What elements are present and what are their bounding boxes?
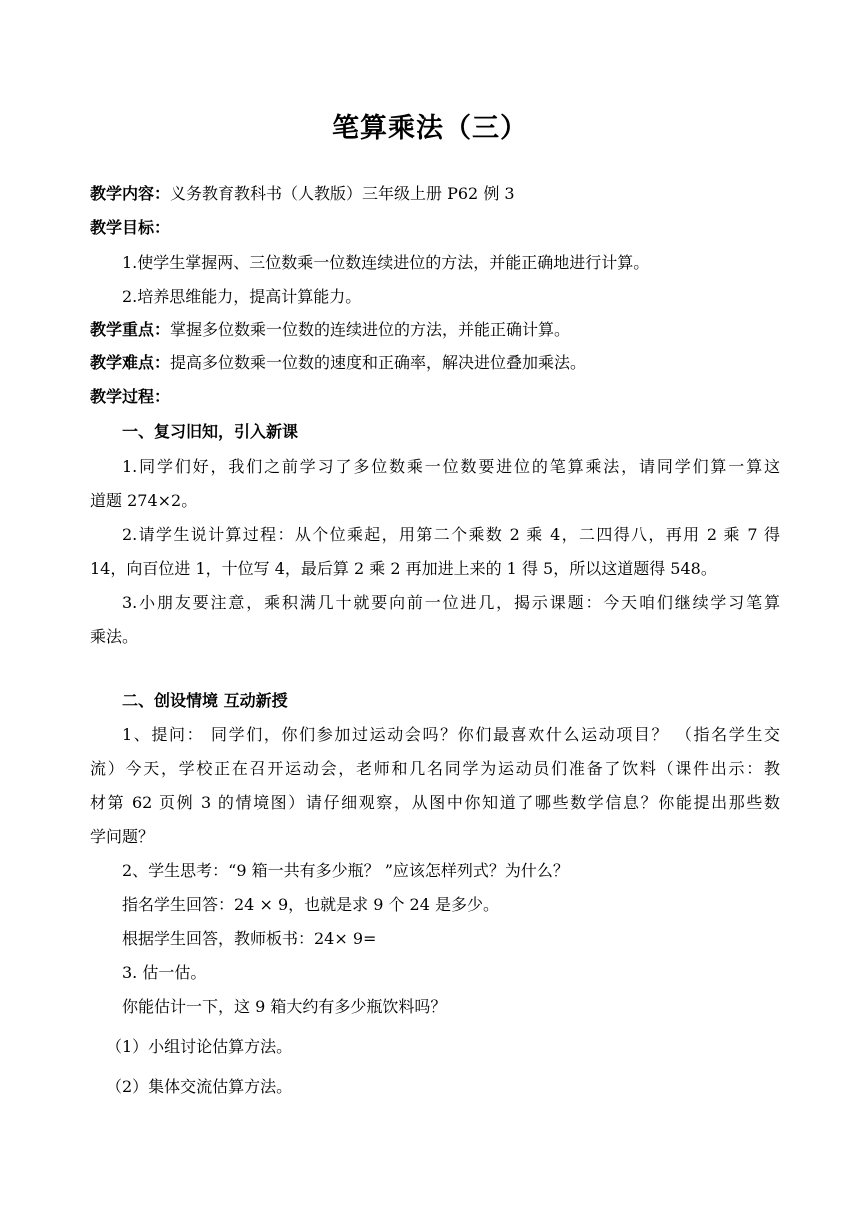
paragraph-line: 道题 274×2。 [90,491,198,510]
paragraph-line: （2）集体交流估算方法。 [106,1077,293,1096]
paragraph-line: 1、提问： 同学们，你们参加过运动会吗？你们最喜欢什么运动项目？ （指名学生交 [122,725,780,744]
goal-item: 2.培养思维能力，提高计算能力。 [122,287,362,306]
paragraph-line: （1）小组讨论估算方法。 [106,1037,293,1056]
paragraph-line: 2.请学生说计算过程：从个位乘起，用第二个乘数 2 乘 4，二四得八，再用 2 乘 7 得 [122,525,780,544]
key-point-text: 掌握多位数乘一位数的连续进位的方法，并能正确计算。 [170,320,571,339]
teaching-content-label: 教学内容： [90,184,171,203]
teaching-goals-label: 教学目标： [90,218,171,237]
paragraph-line: 你能估计一下，这 9 箱大约有多少瓶饮料吗？ [122,997,447,1016]
paragraph-line: 流）今天，学校正在召开运动会，老师和几名同学为运动员们准备了饮料（课件出示：教 [90,759,780,778]
paragraph-line: 14，向百位进 1，十位写 4，最后算 2 乘 2 再加进上来的 1 得 5，所以这道题得 548。 [90,559,717,578]
paragraph-line: 指名学生回答：24 × 9，也就是求 9 个 24 是多少。 [122,895,500,914]
goal-item: 1.使学生掌握两、三位数乘一位数连续进位的方法，并能正确地进行计算。 [122,253,650,272]
key-point [90,318,780,342]
teaching-content-text: 义务教育教科书（人教版）三年级上册 P62 例 3 [170,184,515,203]
paragraph-line: 根据学生回答，教师板书：24× 9= [122,929,377,948]
paragraph-line: 3. 估一估。 [122,963,207,982]
paragraph-line: 2、学生思考：“9 箱一共有多少瓶？ ”应该怎样列式？为什么？ [122,861,569,880]
difficulty-label: 教学难点： [90,353,171,372]
paragraph-line: 学问题？ [90,827,155,846]
paragraph-line: 乘法。 [90,627,139,646]
process-label: 教学过程： [90,387,171,406]
key-point-label: 教学重点： [90,320,171,339]
paragraph-line: 3.小朋友要注意，乘积满几十就要向前一位进几，揭示课题：今天咱们继续学习笔算 [122,593,780,612]
difficulty [90,351,780,375]
paragraph-line: 材第 62 页例 3 的情境图）请仔细观察，从图中你知道了哪些数学信息？你能提出那些数 [90,793,780,812]
section-heading: 二、创设情境 互动新授 [122,691,288,710]
section-heading: 一、复习旧知，引入新课 [122,422,299,441]
teaching-content [90,182,780,206]
difficulty-text: 提高多位数乘一位数的速度和正确率，解决进位叠加乘法。 [170,353,587,372]
page-title: 笔算乘法（三） [332,113,528,144]
paragraph-line: 1.同学们好，我们之前学习了多位数乘一位数要进位的笔算乘法，请同学们算一算这 [122,457,780,476]
